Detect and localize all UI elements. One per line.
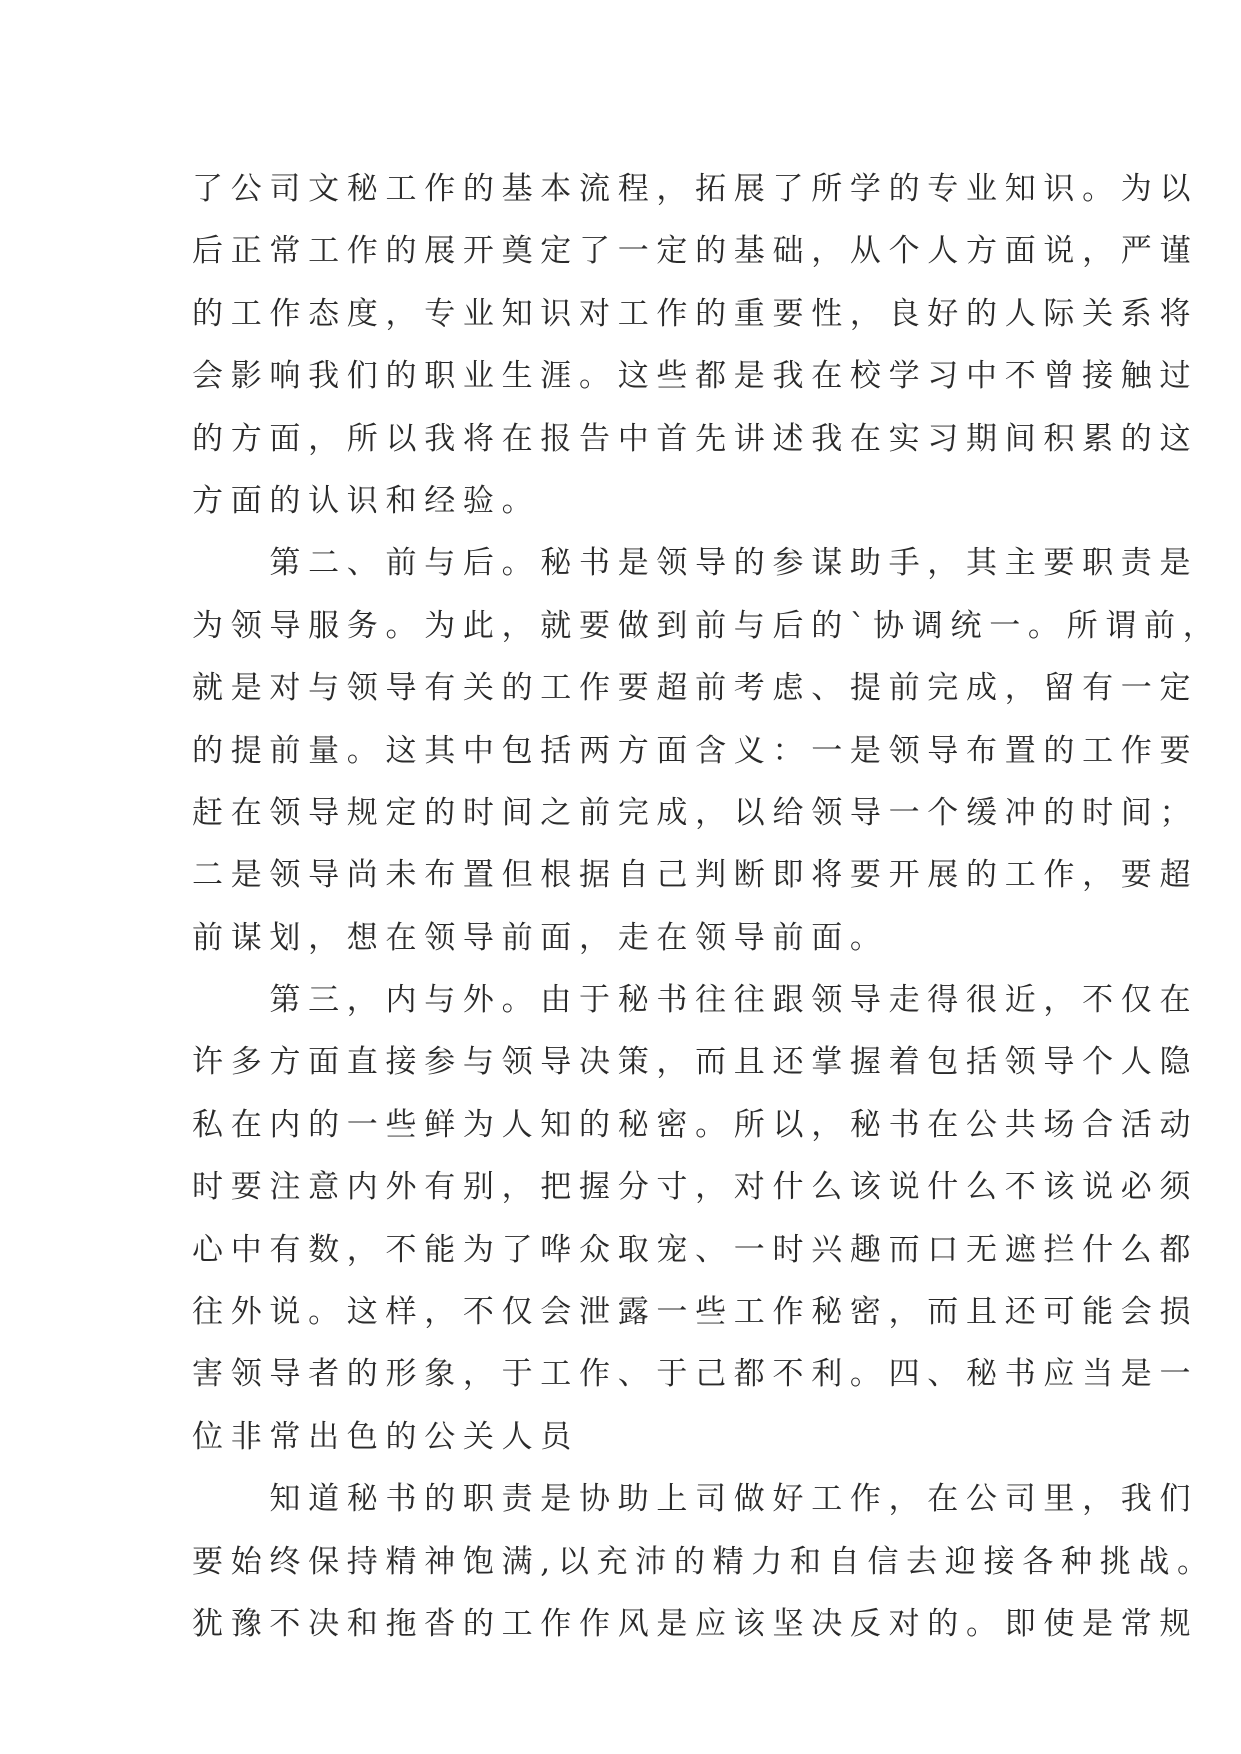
text-line: 了公司文秘工作的基本流程，拓展了所学的专业知识。为以: [192, 171, 1199, 207]
text-line: 犹豫不决和拖沓的工作作风是应该坚决反对的。即使是常规: [192, 1605, 1199, 1642]
text-line: 的提前量。这其中包括两方面含义：一是领导布置的工作要: [192, 732, 1199, 769]
text-line: 位非常出色的公关人员: [192, 1418, 579, 1455]
text-line: 赶在领导规定的时间之前完成，以给领导一个缓冲的时间；: [192, 794, 1199, 831]
body-text: [192, 158, 1222, 1655]
text-line: 害领导者的形象，于工作、于己都不利。四、秘书应当是一: [192, 1356, 1199, 1393]
text-line: 心中有数，不能为了哗众取宠、一时兴趣而口无遮拦什么都: [192, 1231, 1199, 1268]
text-line: 往外说。这样，不仅会泄露一些工作秘密，而且还可能会损: [192, 1294, 1199, 1331]
text-line: 知道秘书的职责是协助上司做好工作，在公司里，我们: [192, 1481, 1199, 1518]
text-line: 时要注意内外有别，把握分寸，对什么该说什么不该说必须: [192, 1169, 1199, 1206]
text-line: 的方面，所以我将在报告中首先讲述我在实习期间积累的这: [192, 420, 1199, 457]
text-line: 第二、前与后。秘书是领导的参谋助手，其主要职责是: [192, 545, 1199, 582]
text-line: 前谋划，想在领导前面，走在领导前面。: [192, 919, 889, 956]
text-line: 为领导服务。为此，就要做到前与后的`协调统一。所谓前，: [192, 607, 1222, 644]
text-line: 第三，内与外。由于秘书往往跟领导走得很近，不仅在: [192, 982, 1199, 1019]
text-line: 要始终保持精神饱满,以充沛的精力和自信去迎接各种挑战。: [192, 1543, 1216, 1580]
text-line: 就是对与领导有关的工作要超前考虑、提前完成，留有一定: [192, 670, 1199, 707]
text-line: 私在内的一些鲜为人知的秘密。所以，秘书在公共场合活动: [192, 1106, 1199, 1143]
text-line: 方面的认识和经验。: [192, 482, 541, 519]
text-line: 会影响我们的职业生涯。这些都是我在校学习中不曾接触过: [192, 358, 1199, 395]
text-line: 的工作态度，专业知识对工作的重要性，良好的人际关系将: [192, 295, 1199, 332]
text-line: 许多方面直接参与领导决策，而且还掌握着包括领导个人隐: [192, 1044, 1199, 1081]
text-line: 二是领导尚未布置但根据自己判断即将要开展的工作，要超: [192, 857, 1199, 894]
text-line: 后正常工作的展开奠定了一定的基础，从个人方面说，严谨: [192, 233, 1199, 270]
